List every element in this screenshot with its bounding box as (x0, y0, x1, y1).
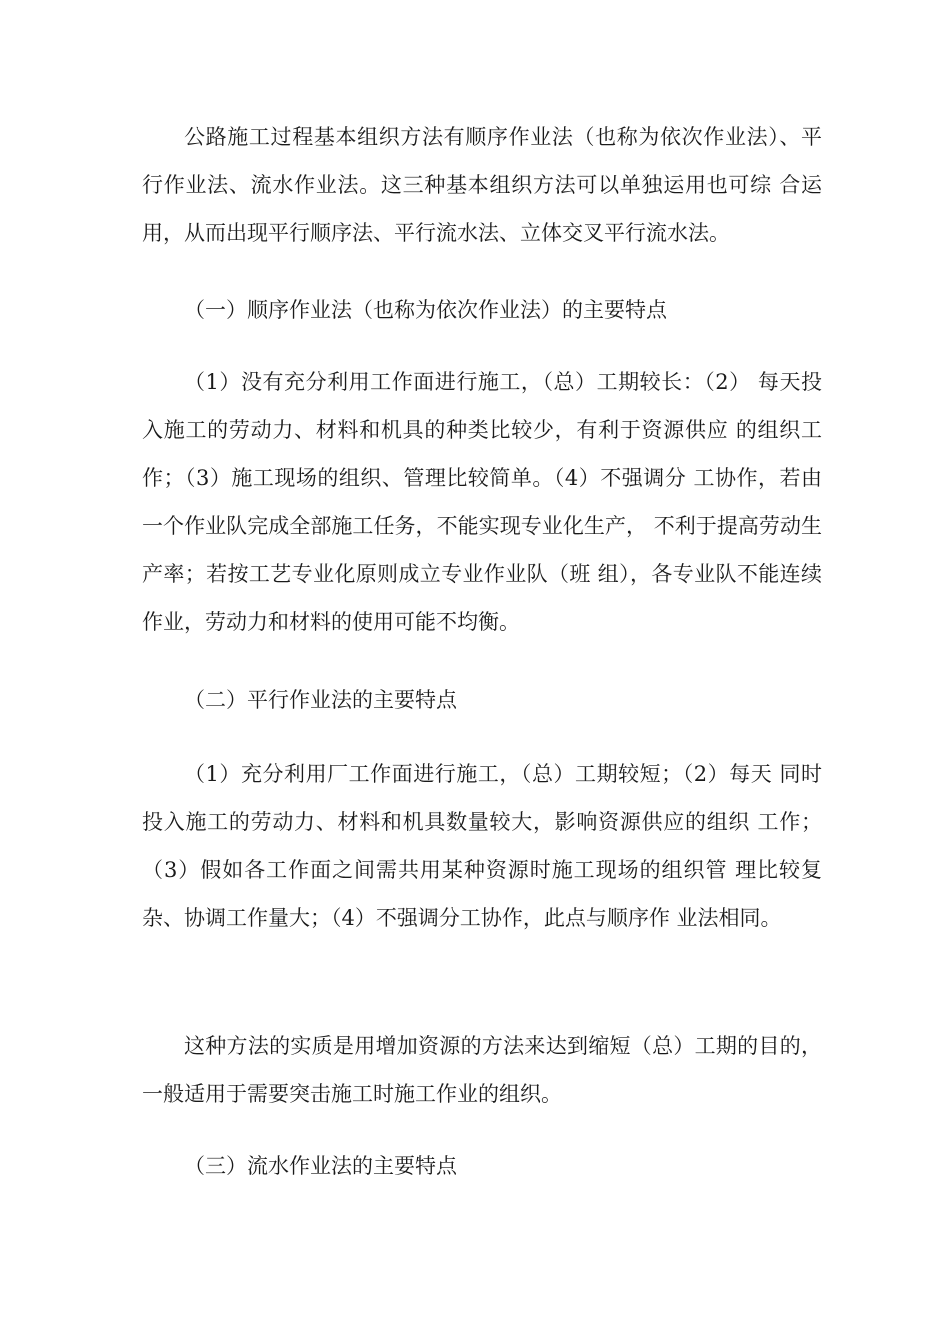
intro-paragraph: 公路施工过程基本组织方法有顺序作业法（也称为依次作业法）、平行作业法、流水作业法。这三种基本组织方法可以单独运用也可综 合运用，从而出现平行顺序法、平行流水法、立体交叉平行流水法。 (142, 125, 822, 245)
sequential-features-paragraph: （1）没有充分利用工作面进行施工，（总）工期较长：（2） 每天投入施工的劳动力、材料和机具的种类比较少，有利于资源供应 的组织工作；（3）施工现场的组织、管理比较简单。（4）不强调分 工协作，若由一个作业队完成全部施工任务，不能实现专业化生产， 不利于提高劳动生产率；若按工艺专业化原则成立专业作业队（班 组），各专业队不能连续作业，劳动力和材料的使用可能不均衡。 (142, 370, 822, 634)
section-heading-sequential: （一）顺序作业法（也称为依次作业法）的主要特点 (184, 298, 667, 322)
parallel-features-paragraph: （1）充分利用厂工作面进行施工，（总）工期较短；（2）每天 同时投入施工的劳动力、材料和机具数量较大，影响资源供应的组织 工作；（3）假如各工作面之间需共用某种资源时施工现场的组织管 理比较复杂、协调工作量大；（4）不强调分工协作，此点与顺序作 业法相同。 (142, 762, 822, 930)
section-heading-flow: （三）流水作业法的主要特点 (184, 1154, 457, 1178)
parallel-essence-paragraph: 这种方法的实质是用增加资源的方法来达到缩短（总）工期的目的，一般适用于需要突击施工时施工作业的组织。 (142, 1034, 822, 1106)
section-heading-parallel: （二）平行作业法的主要特点 (184, 688, 457, 712)
